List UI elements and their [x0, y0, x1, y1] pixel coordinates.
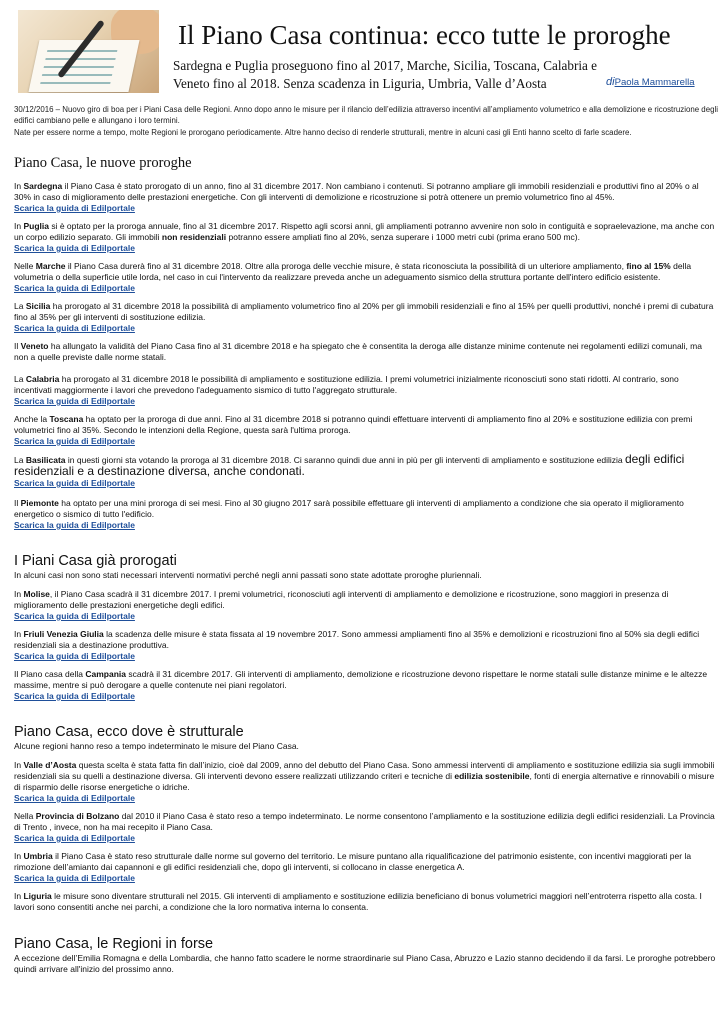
- guide-download-link[interactable]: Scarica la guida di Edilportale: [14, 793, 135, 803]
- guide-download-link[interactable]: Scarica la guida di Edilportale: [14, 436, 135, 446]
- section-strutturale: [14, 723, 717, 913]
- region-entry-piemonte: Il Piemonte ha optato per una mini proroga di sei mesi. Fino al 30 giugno 2017 sarà possibile effettuare gli interventi di ampliamento a condizione che sia operato il miglioramento energetico o sismico di tutto l'edificio. Scarica la guida di Edilportale: [14, 498, 717, 530]
- article-body: [14, 154, 717, 975]
- article-intro: [14, 104, 718, 138]
- region-entry-veneto: Il Veneto ha allungato la validità del Piano Casa fino al 31 dicembre 2018 e ha spiegato che è consentita la deroga alle distanze minime contenute nei regolamenti edilizi comunali, ma non a quelle previste dalle norme statali.: [14, 341, 702, 362]
- region-entry-toscana: Anche la Toscana ha optato per la proroga di due anni. Fino al 31 dicembre 2018 si potranno quindi effettuare interventi di ampliamento fino al 20% e sostituzione edilizia con premi volumetrici fino al 35%. Secondo le intenzioni della Regione, questa sarà l'ultima proroga. Scarica la guida di Edilportale: [14, 414, 717, 446]
- article-subtitle: Sardegna e Puglia proseguono fino al 2017, Marche, Sicilia, Toscana, Calabria e Veneto fino al 2018. Senza scadenza in Liguria, Umbria, Valle d’Aosta: [173, 58, 598, 91]
- author-byline[interactable]: [606, 76, 695, 88]
- intro-paragraph-1: 30/12/2016 – Nuovo giro di boa per i Piani Casa delle Regioni. Anno dopo anno le misure per il rilancio dell’edilizia attraverso incentivi all’ampliamento volumetrico e alla demolizione e ricostruzione degli edifici cambiano pelle e allungano i loro termini.: [14, 105, 718, 126]
- region-entry-marche: Nelle Marche il Piano Casa durerà fino al 31 dicembre 2018. Oltre alla proroga delle vecchie misure, è stata riconosciuta la possibilità di un ulteriore ampliamento, fino al 15% della volumetria o della superficie utile lorda, nel caso in cui l'intervento da realizzare preveda anche un adeguamento sismico della struttura portante dell'intero edificio esistente. Scarica la guida di Edilportale: [14, 261, 717, 293]
- section-nuove-proroghe: [14, 154, 717, 530]
- region-entry-friuli: In Friuli Venezia Giulia la scadenza delle misure è stata fissata al 19 novembre 2017. Sono ammessi ampliamenti fino al 35% e demolizioni e ricostruzioni fino al 50% sia degli edifici residenziali sia a destinazione produttiva. Scarica la guida di Edilportale: [14, 629, 717, 661]
- guide-download-link[interactable]: Scarica la guida di Edilportale: [14, 873, 135, 883]
- region-entry-bolzano: Nella Provincia di Bolzano dal 2010 il Piano Casa è stato reso a tempo indeterminato. Le norme consentono l’ampliamento e la sostituzione edilizia degli edifici residenziali. La Provincia di Trento , invece, non ha mai recepito il Piano Casa. Scarica la guida di Edilportale: [14, 811, 717, 843]
- intro-paragraph-2: Nate per essere norme a tempo, molte Regioni le prorogano periodicamente. Altre hanno deciso di renderle strutturali, mentre in alcuni casi gli Enti hanno scelto di farle scadere.: [14, 127, 632, 137]
- guide-download-link[interactable]: Scarica la guida di Edilportale: [14, 323, 135, 333]
- region-entry-umbria: In Umbria il Piano Casa è stato reso strutturale dalle norme sul governo del territorio. Le misure puntano alla riqualificazione del patrimonio esistente, con incentivi maggiorati per la rimozione dell’amianto dai capannoni e gli edifici residenziali che, dopo gli interventi, si collocano in classe energetica A. Scarica la guida di Edilportale: [14, 851, 717, 883]
- guide-download-link[interactable]: Scarica la guida di Edilportale: [14, 833, 135, 843]
- article-title: Il Piano Casa continua: ecco tutte le proroghe: [178, 20, 671, 50]
- article-image: [18, 10, 159, 93]
- section-heading: I Piani Casa già prorogati: [14, 553, 177, 569]
- section-heading: Piano Casa, le Regioni in forse: [14, 936, 214, 952]
- guide-download-link[interactable]: Scarica la guida di Edilportale: [14, 243, 135, 253]
- section-heading: Piano Casa, le nuove proroghe: [14, 155, 192, 171]
- section-regioni-in-forse: [14, 935, 717, 975]
- region-entry-sicilia: La Sicilia ha prorogato al 31 dicembre 2018 la possibilità di ampliamento volumetrico fino al 20% per gli immobili residenziali e fino al 15% per quelli produttivi, nonché i premi di cubatura fino al 35% per gli interventi di sostituzione edilizia. Scarica la guida di Edilportale: [14, 301, 717, 333]
- guide-download-link[interactable]: Scarica la guida di Edilportale: [14, 691, 135, 701]
- section-heading: Piano Casa, ecco dove è strutturale: [14, 724, 244, 740]
- region-entry-calabria: La Calabria ha prorogato al 31 dicembre 2018 le possibilità di ampliamento e sostituzione edilizia. I premi volumetrici inizialmente riconosciuti sono stati ridotti. Al contrario, sono incentivati maggiormente i lavori che prevedono l'adeguamento sismico di tutto l'aggregato strutturale. Scarica la guida di Edilportale: [14, 374, 717, 406]
- guide-download-link[interactable]: Scarica la guida di Edilportale: [14, 478, 135, 488]
- section-intro: Alcune regioni hanno reso a tempo indeterminato le misure del Piano Casa.: [14, 741, 299, 751]
- region-entry-molise: In Molise, il Piano Casa scadrà il 31 dicembre 2017. I premi volumetrici, riconosciuti agli interventi di ampliamento e demolizione e ricostruzione, sono maggiori in presenza di miglioramento delle prestazioni energetiche degli edifici. Scarica la guida di Edilportale: [14, 589, 717, 621]
- guide-download-link[interactable]: Scarica la guida di Edilportale: [14, 520, 135, 530]
- guide-download-link[interactable]: Scarica la guida di Edilportale: [14, 611, 135, 621]
- guide-download-link[interactable]: Scarica la guida di Edilportale: [14, 203, 135, 213]
- region-entry-campania: Il Piano casa della Campania scadrà il 31 dicembre 2017. Gli interventi di ampliamento, demolizione e ricostruzione devono rispettare le norme statali sulle distanze minime e le altezze massime, mentre si può derogare a quelle contenute nei piani regolatori. Scarica la guida di Edilportale: [14, 669, 717, 701]
- author-prefix: di: [606, 76, 615, 88]
- guide-download-link[interactable]: Scarica la guida di Edilportale: [14, 283, 135, 293]
- author-link[interactable]: Paola Mammarella: [614, 77, 695, 88]
- section-gia-prorogati: [14, 552, 717, 701]
- region-entry-puglia: In Puglia si è optato per la proroga annuale, fino al 31 dicembre 2017. Rispetto agli scorsi anni, gli ampliamenti potranno avvenire non solo in contiguità e sopraelevazione, ma anche con un corpo edilizio separato. Gli immobili non residenziali potranno essere ampliati fino al 20%, senza superare i 1000 metri cubi (prima erano 500 mc). Scarica la guida di Edilportale: [14, 221, 717, 253]
- guide-download-link[interactable]: Scarica la guida di Edilportale: [14, 396, 135, 406]
- region-entry-sardegna: In Sardegna il Piano Casa è stato prorogato di un anno, fino al 31 dicembre 2017. Non cambiano i contenuti. Si potranno ampliare gli immobili residenziali e produttivi fino al 20% o al 30% in caso di miglioramento delle prestazioni energetiche. Con gli interventi di demolizione e ricostruzione si potrà ottenere un premio volumetrico fino al 45%. Scarica la guida di Edilportale: [14, 181, 717, 213]
- region-entry-valle-aosta: In Valle d’Aosta questa scelta è stata fatta fin dall’inizio, cioè dal 2009, anno del debutto del Piano Casa. Sono ammessi interventi di ampliamento e sostituzione edilizia sia sugli immobili residenziali sia su quelli a destinazione diversa. Gli interventi devono essere realizzati utilizzando criteri e tecniche di edilizia sostenibile, fonti di energia alternative e rinnovabili o misure di risparmio delle risorse energetiche o idriche. Scarica la guida di Edilportale: [14, 760, 717, 803]
- region-entry-basilicata: La Basilicata in questi giorni sta votando la proroga al 31 dicembre 2018. Ci saranno quindi due anni in più per gli interventi di ampliamento e sostituzione edilizia degli edifici residenziali e a destinazione diversa, anche condonati. Scarica la guida di Edilportale: [14, 454, 717, 488]
- section-intro: In alcuni casi non sono stati necessari interventi normativi perché negli anni passati sono state adottate proroghe pluriennali.: [14, 570, 482, 580]
- guide-download-link[interactable]: Scarica la guida di Edilportale: [14, 651, 135, 661]
- region-entry-liguria: In Liguria le misure sono diventare strutturali nel 2015. Gli interventi di ampliamento e sostituzione edilizia beneficiano di bonus volumetrici maggiori nell’entroterra rispetto alla costa. I lavori sono consentiti anche nei parchi, a condizione che la loro normativa interna lo consenta.: [14, 891, 702, 912]
- section-intro: A eccezione dell’Emilia Romagna e della Lombardia, che hanno fatto scadere le norme straordinarie sul Piano Casa, Abruzzo e Lazio stanno decidendo il da farsi. Le proroghe potrebbero quindi arrivare all'inizio del prossimo anno.: [14, 953, 716, 974]
